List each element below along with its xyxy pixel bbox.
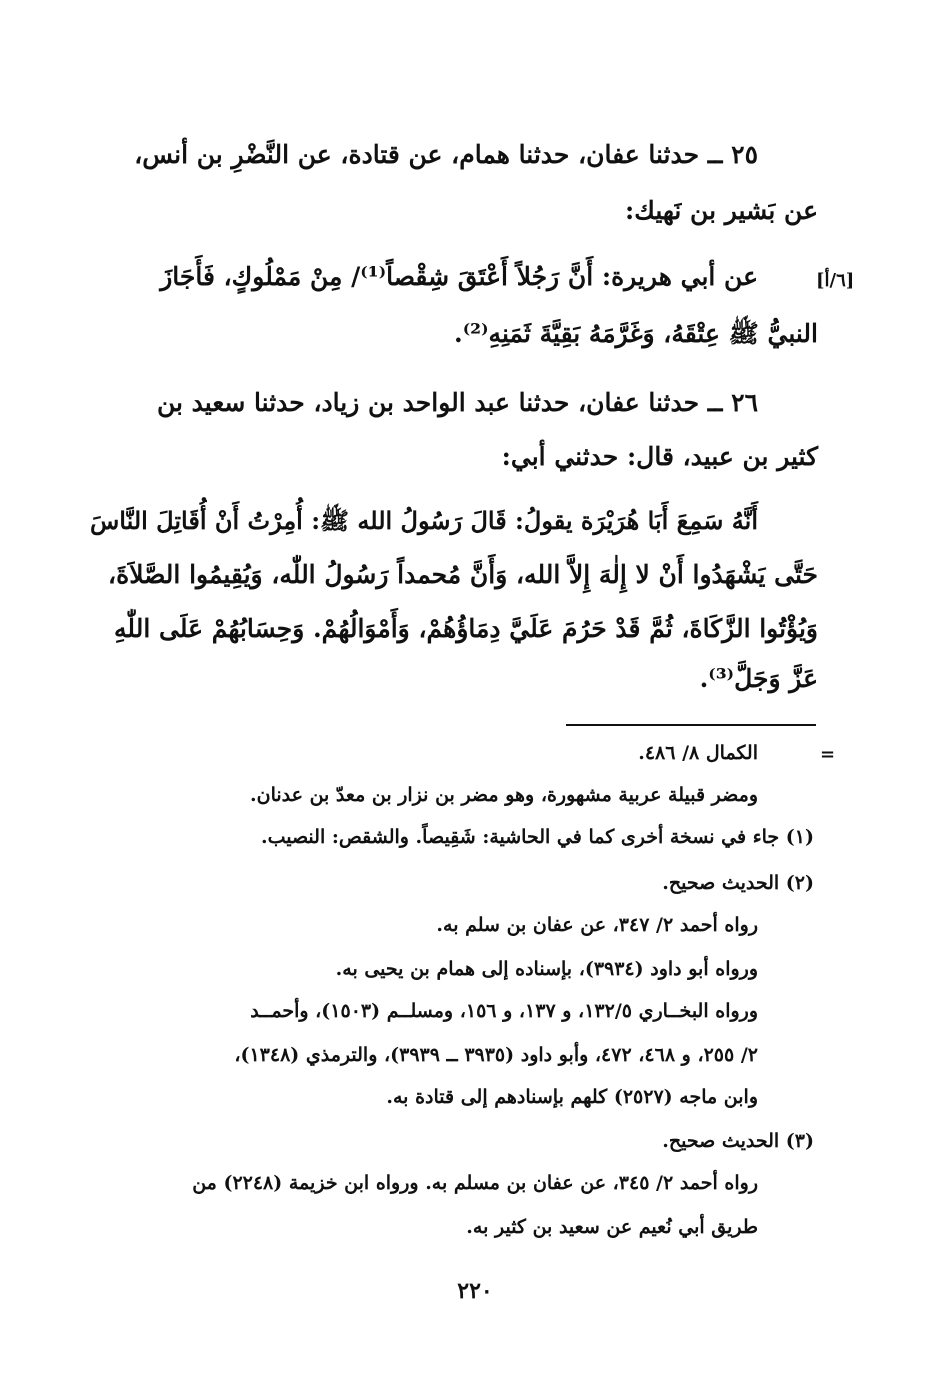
continuation-marker: = <box>820 744 836 765</box>
hadith-25-line-4: النبيُّ ﷺ عِتْقَهُ، وَغَرَّمَهُ بَقِيَّةَ ثَمَنِهِ⁽²⁾. <box>454 319 818 348</box>
footnote-2-heading: (٢) الحديث صحيح. <box>662 872 814 894</box>
footnote-line: ورواه البخــاري ١٣٢/٥، و ١٣٧، و ١٥٦، ومسلــم (١٥٠٣)، وأحمــد <box>250 1000 758 1022</box>
page-number: ٢٢٠ <box>457 1278 493 1304</box>
footnote-line: ومضر قبيلة عربية مشهورة، وهو مضر بن نزار بن معدّ بن عدنان. <box>250 784 758 806</box>
footnote-line: وابن ماجه (٢٥٢٧) كلهم بإسنادهم إلى قتادة به. <box>386 1086 758 1108</box>
hadith-26-line-2: كثير بن عبيد، قال: حدثني أبي: <box>501 442 818 471</box>
hadith-26-line-6: عَزَّ وَجَلَّ⁽³⁾. <box>699 664 818 693</box>
footnote-line: ورواه أبو داود (٣٩٣٤)، بإسناده إلى همام بن يحيى به. <box>335 958 758 980</box>
footnote-line: رواه أحمد ٢/ ٣٤٥، عن عفان بن مسلم به. ورواه ابن خزيمة (٢٢٤٨) من <box>192 1172 758 1194</box>
footnote-line: ٢/ ٢٥٥، و ٤٦٨، ٤٧٢، وأبو داود (٣٩٣٥ ــ ٣٩٣٩)، والترمذي (١٣٤٨)، <box>234 1044 758 1066</box>
hadith-26-line-4: حَتَّى يَشْهَدُوا أَنْ لا إِلٰهَ إِلاَّ الله، وَأَنَّ مُحمداً رَسُولُ اللّٰه، وَيُقِيمُوا الصَّلاَةَ، <box>108 560 818 589</box>
footnote-3-heading: (٣) الحديث صحيح. <box>662 1130 814 1152</box>
hadith-25-line-3: عن أبي هريرة: أَنَّ رَجُلاً أَعْتَقَ شِقْصاً⁽¹⁾/ مِنْ مَمْلُوكٍ، فَأَجَازَ <box>160 262 758 291</box>
footnote-line: طريق أبي نُعيم عن سعيد بن كثير به. <box>466 1216 758 1238</box>
footnote-1: (١) جاء في نسخة أخرى كما في الحاشية: شَقِيصاً. والشقص: النصيب. <box>260 826 814 848</box>
hadith-25-line-1: ٢٥ ــ حدثنا عفان، حدثنا همام، عن قتادة، عن النَّضْرِ بن أنس، <box>134 140 758 169</box>
footnote-line: رواه أحمد ٢/ ٣٤٧، عن عفان بن سلم به. <box>436 914 758 936</box>
footnote-separator <box>566 724 816 726</box>
hadith-26-line-3: أَنَّهُ سَمِعَ أَبَا هُرَيْرَة يقولُ: قَالَ رَسُولُ الله ﷺ: أُمِرْتُ أَنْ أُقَاتِلَ النَّاسَ <box>89 506 758 535</box>
hadith-25-line-2: عن بَشير بن نَهيك: <box>625 196 818 225</box>
footnote-line: الكمال ٨/ ٤٨٦. <box>638 742 758 764</box>
manuscript-folio-marker: [٦/أ] <box>816 270 855 291</box>
hadith-26-line-1: ٢٦ ــ حدثنا عفان، حدثنا عبد الواحد بن زياد، حدثنا سعيد بن <box>156 388 758 417</box>
hadith-26-line-5: وَيُؤْتُوا الزَّكَاةَ، ثُمَّ قَدْ حَرُمَ عَلَيَّ دِمَاؤُهُمْ، وَأَمْوَالُهُمْ. وَحِسَابُهُمْ عَلَى اللّٰهِ <box>114 614 818 643</box>
